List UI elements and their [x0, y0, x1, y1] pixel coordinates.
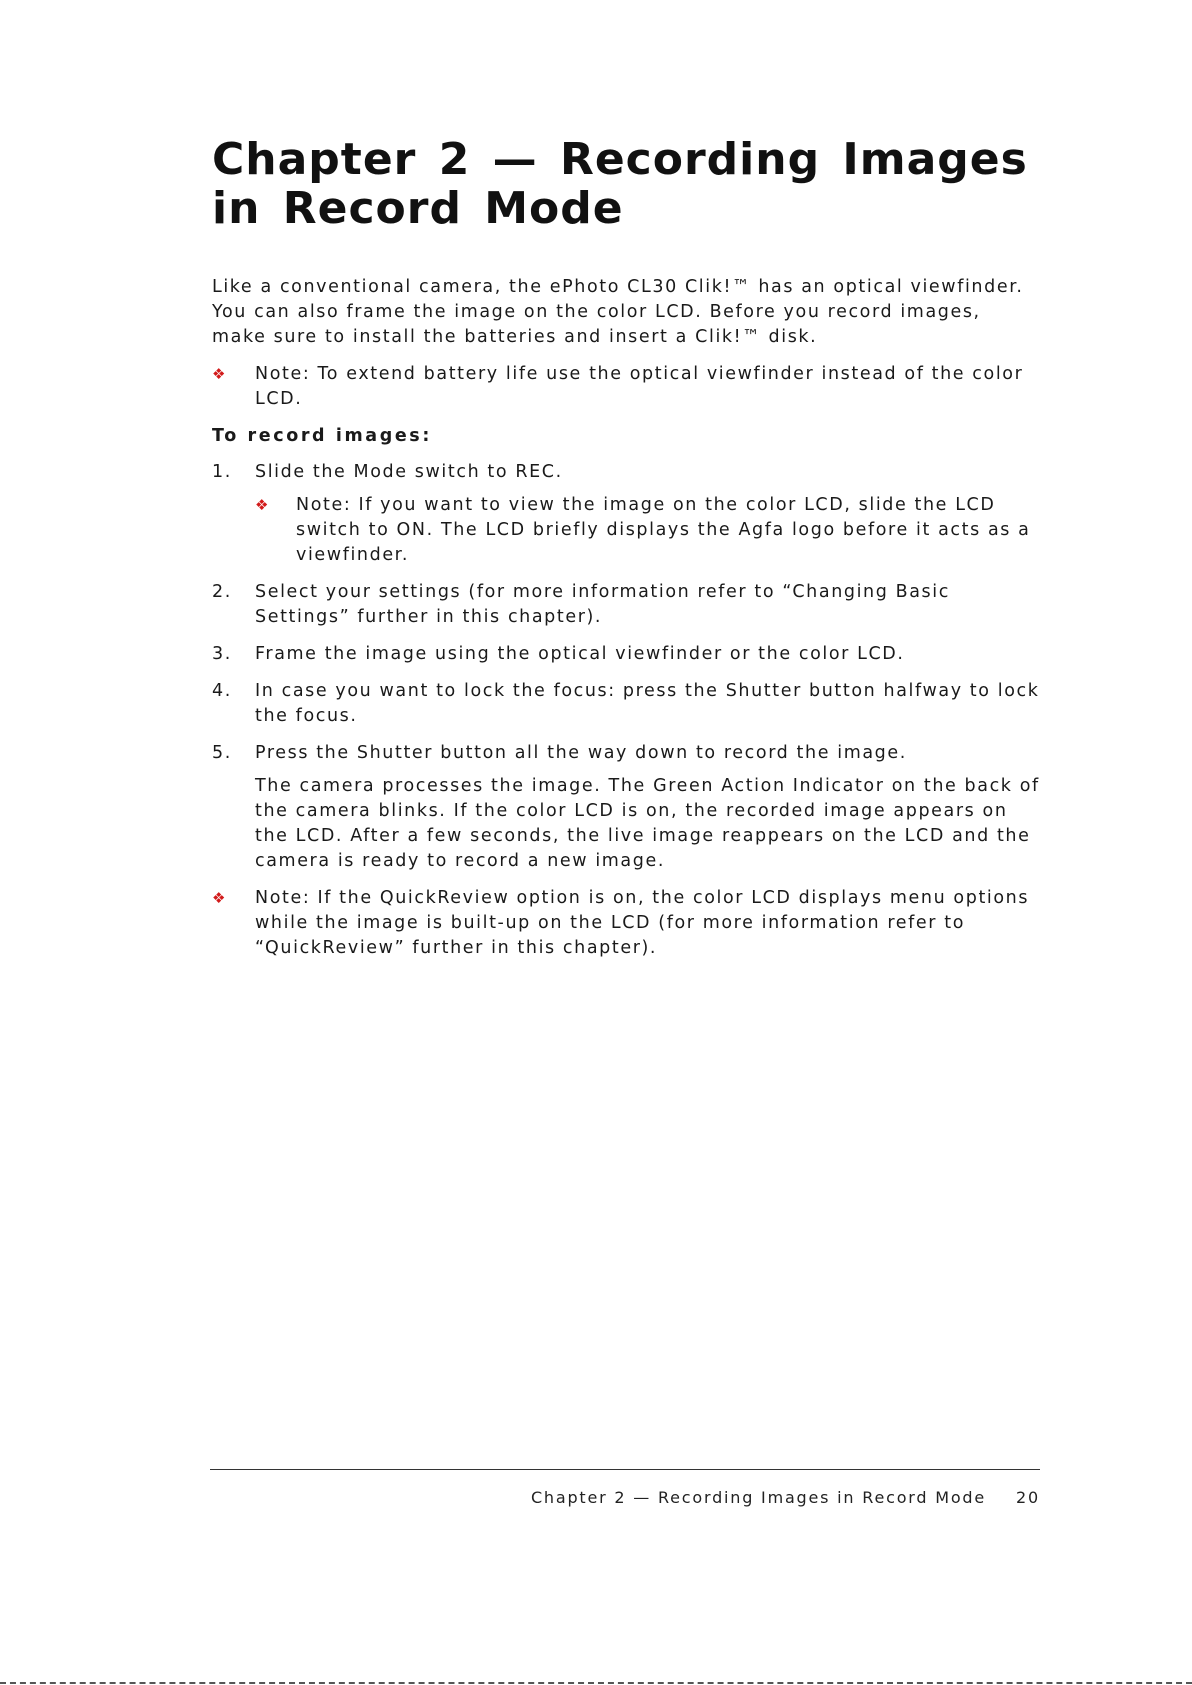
page-bottom-edge	[0, 1682, 1192, 1684]
step-item	[212, 580, 1042, 630]
diamond-bullet-icon: ❖	[255, 496, 269, 514]
diamond-bullet-icon: ❖	[212, 889, 226, 907]
footer-running-title: Chapter 2 — Recording Images in Record Mode	[530, 1488, 987, 1507]
page-content	[212, 135, 1042, 973]
step-item	[212, 741, 1042, 874]
step-item	[212, 679, 1042, 729]
note-quickreview	[212, 886, 1042, 961]
step-text: Frame the image using the optical viewfinder or the color LCD.	[255, 644, 905, 664]
step-item	[212, 460, 1042, 568]
step-number: 5.	[212, 743, 232, 763]
step-subnote-text: Note: If you want to view the image on the color LCD, slide the LCD switch to ON. The LCD briefly displays the Agfa logo before it acts as a viewfinder.	[296, 495, 1031, 565]
note-quickreview-text: Note: If the QuickReview option is on, the color LCD displays menu options while the image is built-up on the LCD (for more information refer to “QuickReview” further in this chapter).	[255, 888, 1030, 958]
step-item	[212, 642, 1042, 667]
procedure-heading: To record images:	[212, 426, 432, 446]
note-battery	[212, 362, 1042, 412]
step-result-text: The camera processes the image. The Green Action Indicator on the back of the camera blinks. If the color LCD is on, the recorded image appears on the LCD. After a few seconds, the live image reappears on the LCD and the camera is ready to record a new image.	[255, 776, 1040, 871]
step-text: Press the Shutter button all the way down to record the image.	[255, 743, 907, 763]
step-text: Slide the Mode switch to REC.	[255, 462, 563, 482]
chapter-title: Chapter 2 — Recording Images in Record Mode	[212, 134, 1028, 234]
step-number: 4.	[212, 681, 232, 701]
diamond-bullet-icon: ❖	[212, 365, 226, 383]
page-number: 20	[1016, 1488, 1040, 1507]
note-battery-text: Note: To extend battery life use the optical viewfinder instead of the color LCD.	[255, 364, 1024, 409]
step-text: Select your settings (for more information refer to “Changing Basic Settings” further in this chapter).	[255, 582, 950, 627]
intro-paragraph: Like a conventional camera, the ePhoto CL30 Clik!™ has an optical viewfinder. You can also frame the image on the color LCD. Before you record images, make sure to install the batteries and insert a Clik!™ disk.	[212, 277, 1024, 347]
page-footer	[531, 1487, 1040, 1509]
steps-list	[212, 460, 1042, 874]
step-number: 3.	[212, 644, 232, 664]
step-number: 1.	[212, 462, 232, 482]
step-number: 2.	[212, 582, 232, 602]
step-text: In case you want to lock the focus: press the Shutter button halfway to lock the focus.	[255, 681, 1040, 726]
footer-divider	[210, 1469, 1040, 1470]
step-subnote	[255, 493, 1042, 568]
